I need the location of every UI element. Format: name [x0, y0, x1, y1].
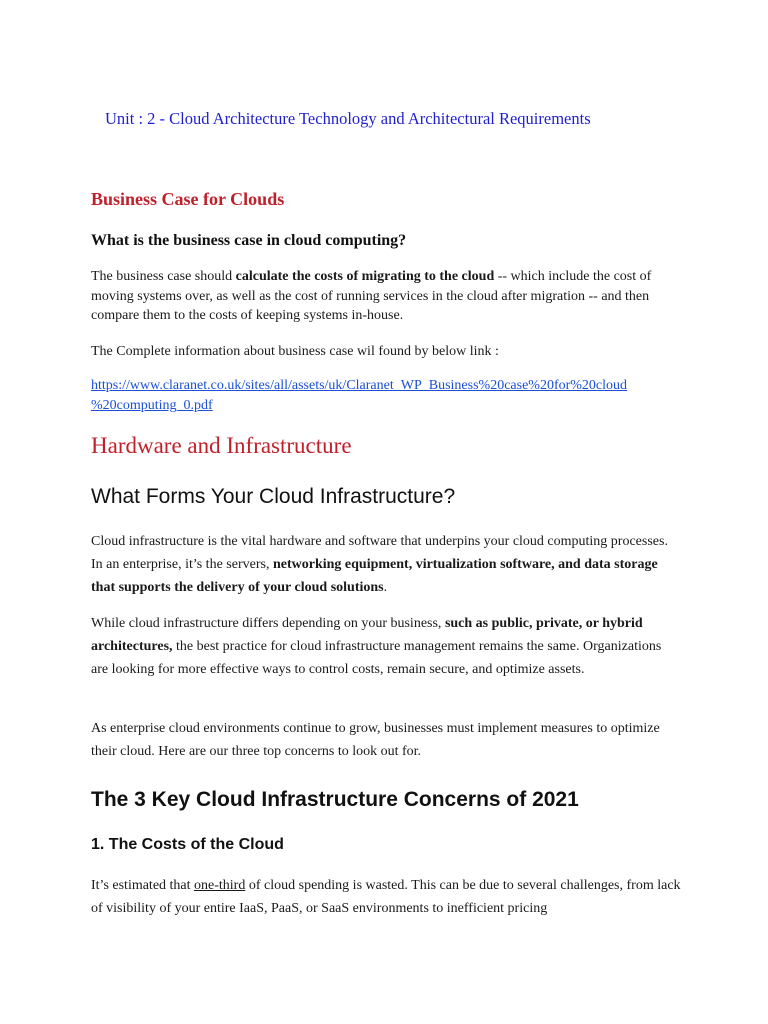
bold-span: calculate the costs of migrating to the cloud: [235, 269, 495, 284]
business-case-heading: Business Case for Clouds: [91, 189, 285, 209]
business-case-question: What is the business case in cloud computing?: [91, 232, 407, 249]
link-line-2[interactable]: %20computing_0.pdf: [91, 398, 213, 413]
text-span: While cloud infrastructure differs depending on your business,: [91, 616, 445, 631]
link-line-1[interactable]: https://www.claranet.co.uk/sites/all/assets/uk/Claranet_WP_Business%20case%20for%20cloud: [91, 378, 628, 393]
infrastructure-paragraph-2: [91, 612, 681, 681]
infrastructure-paragraph-1: [91, 530, 681, 599]
claranet-pdf-link[interactable]: [91, 376, 691, 416]
text-span: of cloud spending is wasted. This can be due to several challenges, from lack of visibility of your entire IaaS, PaaS, or SaaS environments to inefficient pricing: [91, 878, 681, 916]
text-span: -- which include the cost of moving systems over, as well as the cost of running services in the cloud after migration -- and then compare them to the costs of keeping systems in-house.: [91, 269, 652, 323]
costs-paragraph: [91, 874, 681, 920]
bold-span: networking equipment, virtualization software, and data storage that supports the delivery of your cloud solutions: [91, 557, 658, 595]
text-span: The business case should: [91, 269, 236, 284]
infrastructure-paragraph-3: As enterprise cloud environments continue to grow, businesses must implement measures to optimize their cloud. Here are our three top concerns to look out for.: [91, 721, 660, 759]
link-intro-paragraph: The Complete information about business case wil found by below link :: [91, 344, 499, 359]
cloud-infrastructure-subheading: What Forms Your Cloud Infrastructure?: [91, 485, 456, 508]
text-span: the best practice for cloud infrastructure management remains the same. Organizations are looking for more effective ways to control costs, remain secure, and optimize assets.: [91, 639, 662, 677]
underlined-span: one-third: [194, 878, 246, 893]
text-span: .: [383, 580, 388, 595]
business-case-paragraph: [91, 267, 681, 326]
unit-title: Unit : 2 - Cloud Architecture Technology and Architectural Requirements: [105, 109, 591, 128]
hardware-infrastructure-heading: Hardware and Infrastructure: [91, 433, 352, 458]
text-span: Cloud infrastructure is the vital hardware and software that underpins your cloud computing processes. In an enterprise, it’s the servers,: [91, 534, 668, 572]
costs-of-cloud-subheading: 1. The Costs of the Cloud: [91, 836, 284, 853]
bold-span: such as public, private, or hybrid architectures,: [91, 616, 643, 654]
text-span: It’s estimated that: [91, 878, 195, 893]
key-concerns-heading: The 3 Key Cloud Infrastructure Concerns of 2021: [91, 788, 579, 811]
